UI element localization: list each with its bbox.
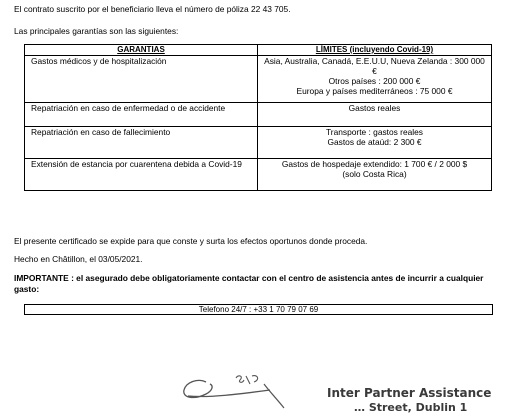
signature-image xyxy=(180,372,290,411)
header-guarantees: GARANTIAS xyxy=(25,45,258,56)
company-name: Inter Partner Assistance xyxy=(327,386,492,400)
guarantee-cell: Gastos médicos y de hospitalización xyxy=(25,56,258,103)
guarantees-table xyxy=(24,44,492,191)
limit-line: Gastos de ataúd: 2 300 € xyxy=(327,137,422,147)
limit-line: Asia, Australia, Canadá, E.E.U.U, Nueva Zelanda : 300 000 € xyxy=(264,56,485,76)
intro-guarantees-text: Las principales garantías son las siguientes: xyxy=(14,26,179,36)
limit-cell xyxy=(258,56,492,103)
limit-line: Gastos de hospedaje extendido: 1 700 € / 2 000 $ xyxy=(281,159,468,169)
limit-cell xyxy=(258,127,492,159)
guarantee-cell: Repatriación en caso de fallecimiento xyxy=(25,127,258,159)
limit-cell xyxy=(258,103,492,127)
phone-box: Telefono 24/7 : +33 1 70 79 07 69 xyxy=(24,304,493,315)
table-row xyxy=(25,159,492,191)
guarantee-cell: Repatriación en caso de enfermedad o de accidente xyxy=(25,103,258,127)
important-notice-line-1: IMPORTANTE : el asegurado debe obligatoriamente contactar con el centro de asistencia antes de incurrir a cualquier xyxy=(14,273,484,283)
limit-line: (solo Costa Rica) xyxy=(342,169,407,179)
limit-line: Otros países : 200 000 € xyxy=(328,76,421,86)
place-date-text: Hecho en Châtillon, el 03/05/2021. xyxy=(14,254,143,264)
certificate-text: El presente certificado se expide para que conste y surta los efectos oportunos donde proceda. xyxy=(14,236,368,246)
table-row xyxy=(25,103,492,127)
guarantee-cell: Extensión de estancia por cuarentena debida a Covid-19 xyxy=(25,159,258,191)
limit-line: Gastos reales xyxy=(348,103,401,113)
table-header-row xyxy=(25,45,492,56)
limit-line: Europa y países mediterráneos : 75 000 € xyxy=(296,86,453,96)
intro-text: El contrato suscrito por el beneficiario lleva el número de póliza 22 43 705. xyxy=(14,4,291,14)
limit-cell xyxy=(258,159,492,191)
table-row xyxy=(25,127,492,159)
header-limits: LÍMITES (incluyendo Covid-19) xyxy=(258,45,492,56)
important-notice-line-2: gasto: xyxy=(14,284,40,294)
table-row xyxy=(25,56,492,103)
company-address: … Street, Dublin 1 xyxy=(354,401,468,414)
limit-line: Transporte : gastos reales xyxy=(326,127,423,137)
